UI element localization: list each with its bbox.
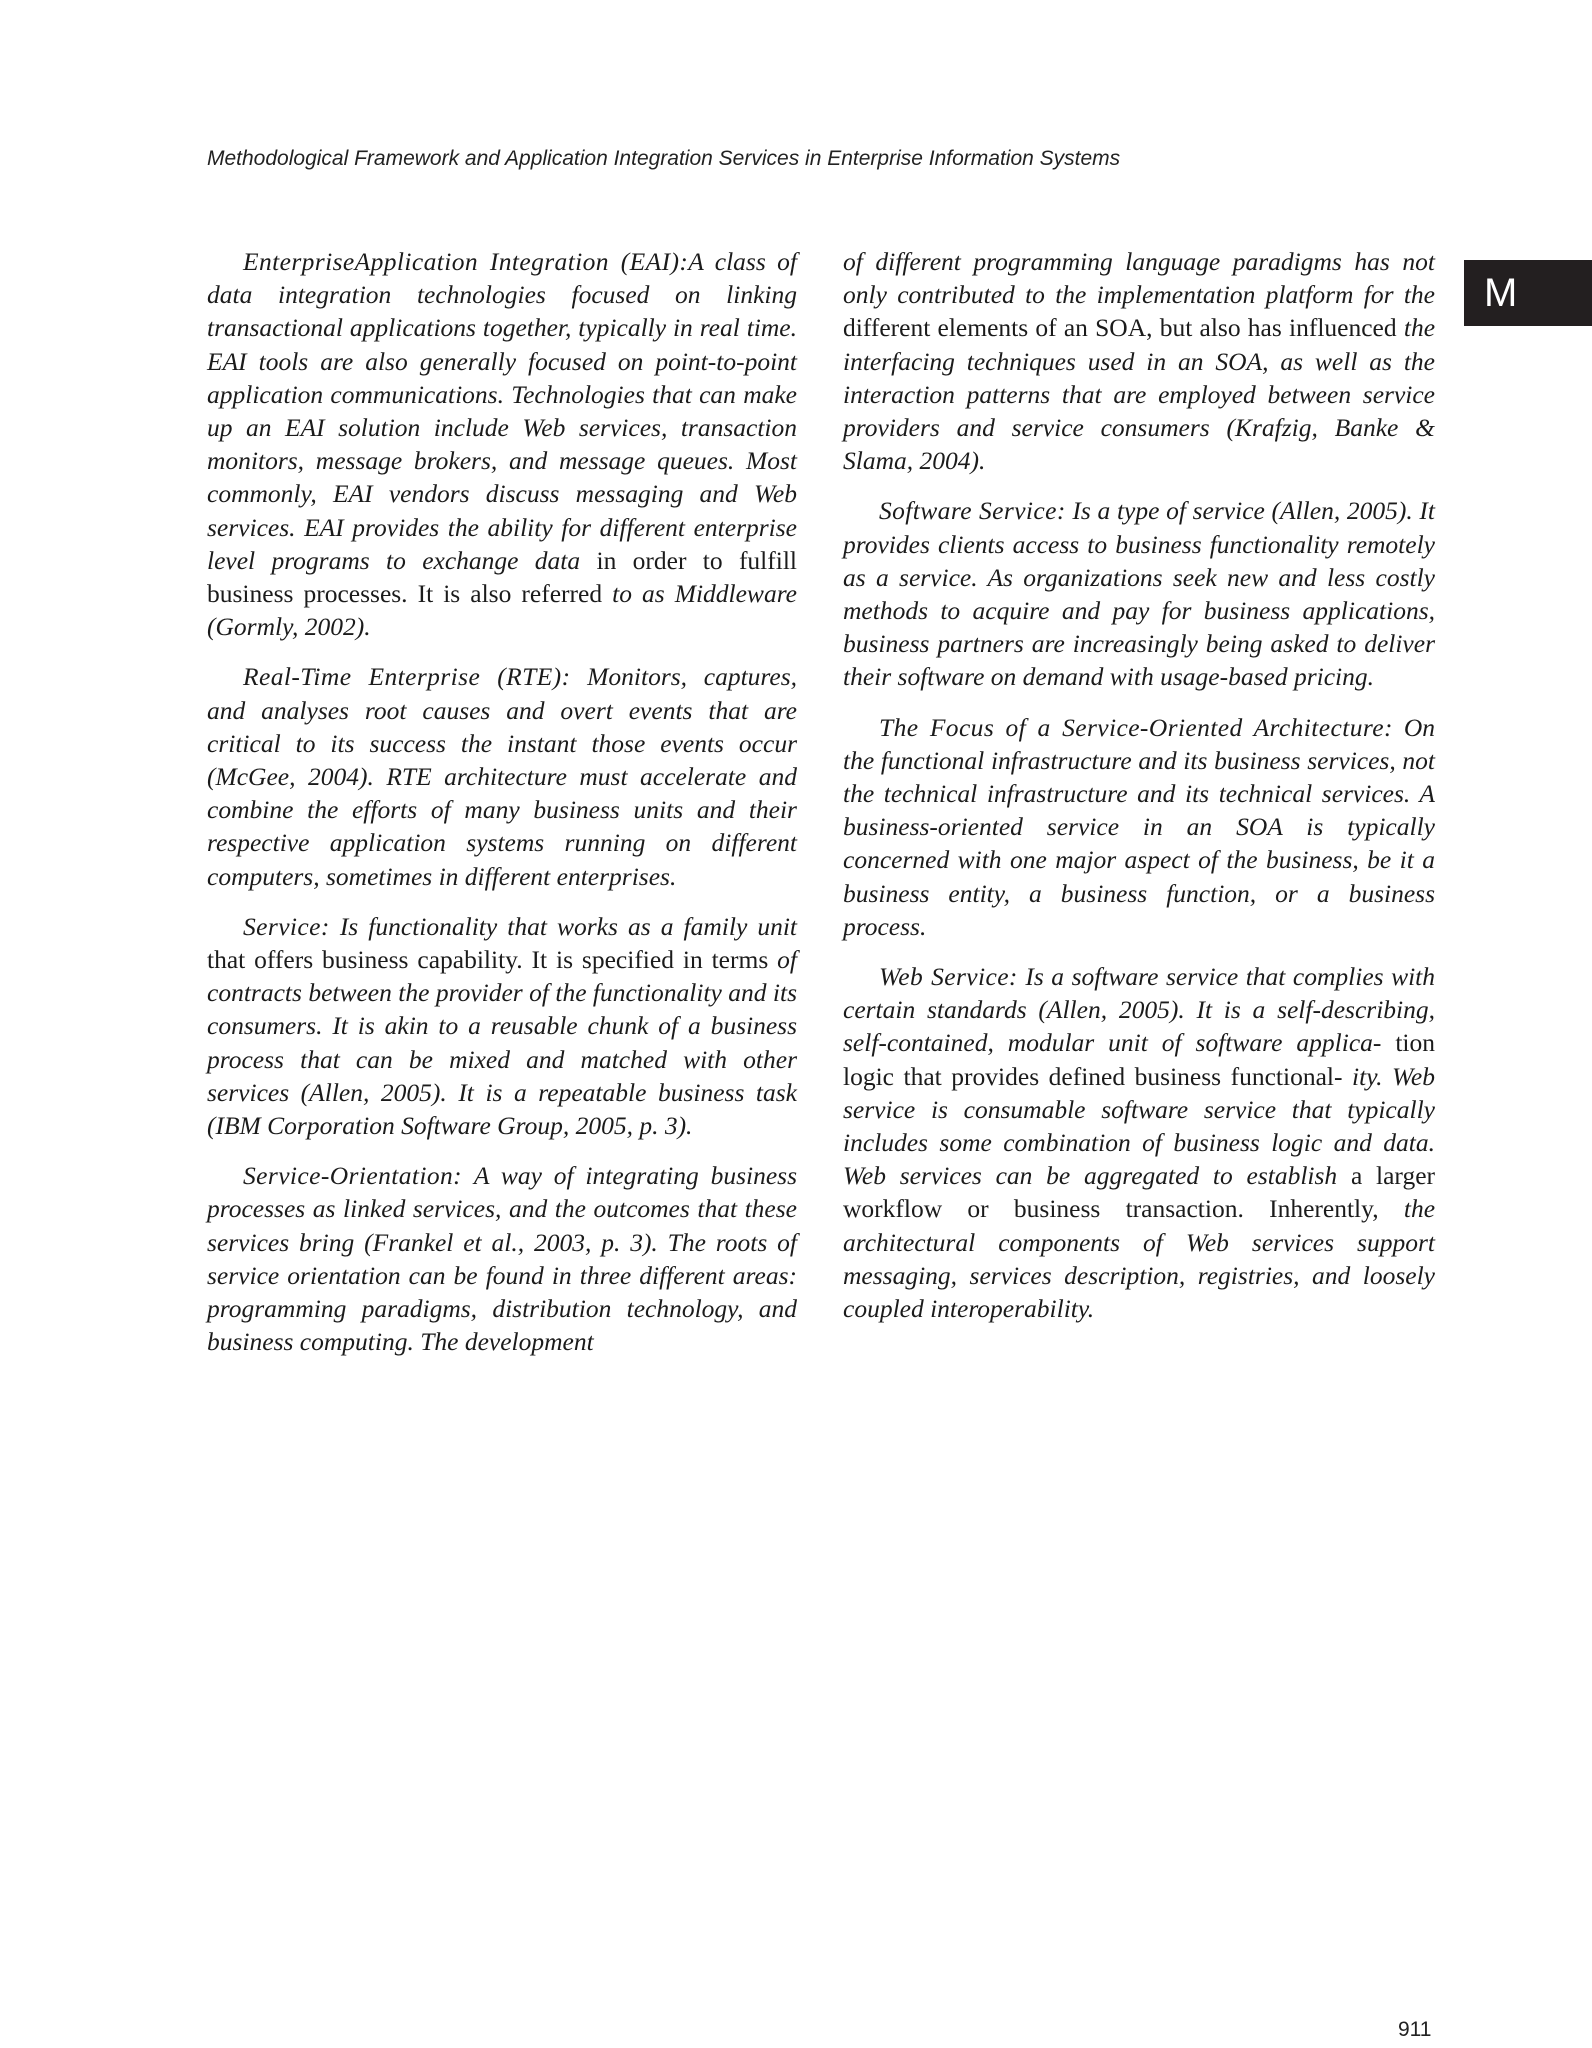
definition-web-service-text-end: the architectural components of Web services support messaging, services description, registries, and loosely coupled interoperability. [843,1194,1436,1324]
left-column [207,245,797,1376]
definition-service-text-end: of contracts between the provider of the functionality and its consumers. It is akin to a reusable chunk of a business process that can be mixed and matched with other services (Allen, 2005). It is a repeatable business task (IBM Corporation Software Group, 2005, p. 3). [207,945,797,1141]
continued-text-upright: different elements of an SOA, but also has influenced [843,313,1397,343]
term-web-service: Web Service: [879,962,1018,992]
definition-eai-text: A class of data integration technologies focused on linking transactional applications together, typically in real time. EAI tools are also generally focused on point-to-point application communications. Technologies that can make up an EAI solution include Web services, transaction monitors, message brokers, and message queues. Most commonly, EAI vendors discuss messaging and Web services. EAI provides the ability for different enterprise level programs to exchange data [207,247,798,575]
definition-eai-text-upright: in order to fulfill business processes. It is also referred [207,545,798,609]
definition-service-text-upright: that offers business capability. It is specified in terms [207,945,769,975]
definition-web-service-text: Is a software service that complies with certain standards (Allen, 2005). It is a self-describing, self-contained, modular unit of software applica- [843,962,1436,1058]
definition-service-orientation [207,1159,797,1358]
definition-software-service-text: Is a type of service (Allen, 2005). It provides clients access to business functionality remotely as a service. As organizations seek new and less costly methods to acquire and pay for business applications, business partners are increasingly being asked to deliver their software on demand with usage-based pricing. [843,496,1435,692]
running-header: Methodological Framework and Application Integration Services in Enterprise Information Systems [207,147,1121,170]
definition-rte [207,660,797,892]
right-column [843,245,1435,1342]
continued-paragraph [843,245,1435,477]
definition-soa-focus-text: On the functional infrastructure and its business services, not the technical infrastructure and its technical services. A business-oriented service in an SOA is typically concerned with one major aspect of the business, be it a business entity, a business function, or a business process. [843,712,1435,941]
term-service-orientation: Service-Orientation: [243,1161,463,1191]
definition-eai [207,245,797,643]
term-eai: EnterpriseApplication Integration (EAI): [243,247,689,276]
definition-web-service-text-mid: ity. Web service is consumable software service that typically includes some combination of business logic and data. Web services can be aggregated to establish [843,1061,1435,1191]
definition-web-service [843,960,1435,1325]
page-number: 911 [1398,2018,1432,2041]
section-tab [1464,260,1592,326]
definition-rte-text: Monitors, captures, and analyses root causes and overt events that are critical to its success the instant those events occur (McGee, 2004). RTE architecture must accelerate and combine the efforts of many business units and their respective application systems running on different computers, sometimes in different enterprises. [207,662,797,891]
definition-service-orientation-text: A way of integrating business processes as linked services, and the outcomes that these services bring (Frankel et al., 2003, p. 3). The roots of service orientation can be found in three different areas: programming paradigms, distribution technology, and business computing. The development [207,1161,798,1357]
definition-service-text: Is functionality that works as a family unit [339,911,798,941]
term-soa-focus: The Focus of a Service-Oriented Architecture: [879,712,1393,742]
definition-web-service-text-upright-2: a larger workflow or business transaction. Inherently, [843,1161,1435,1224]
continued-text-end: the interfacing techniques used in an SOA, as well as the interaction patterns that are employed between service providers and service consumers (Krafzig, Banke & Slama, 2004). [843,313,1436,476]
term-service: Service: [243,911,330,941]
definition-service [207,910,797,1142]
definition-soa-focus [843,711,1435,943]
definition-software-service [843,494,1435,693]
section-tab-letter: M [1484,271,1518,315]
definition-web-service-text-upright: tion logic that provides defined business functional- [843,1028,1436,1091]
continued-text: of different programming language paradigms has not only contributed to the implementation platform for the [843,247,1435,310]
term-rte: Real-Time Enterprise (RTE): [243,662,571,692]
definition-eai-text-end: to as Middleware (Gormly, 2002). [207,579,797,642]
term-software-service: Software Service: [879,496,1066,526]
